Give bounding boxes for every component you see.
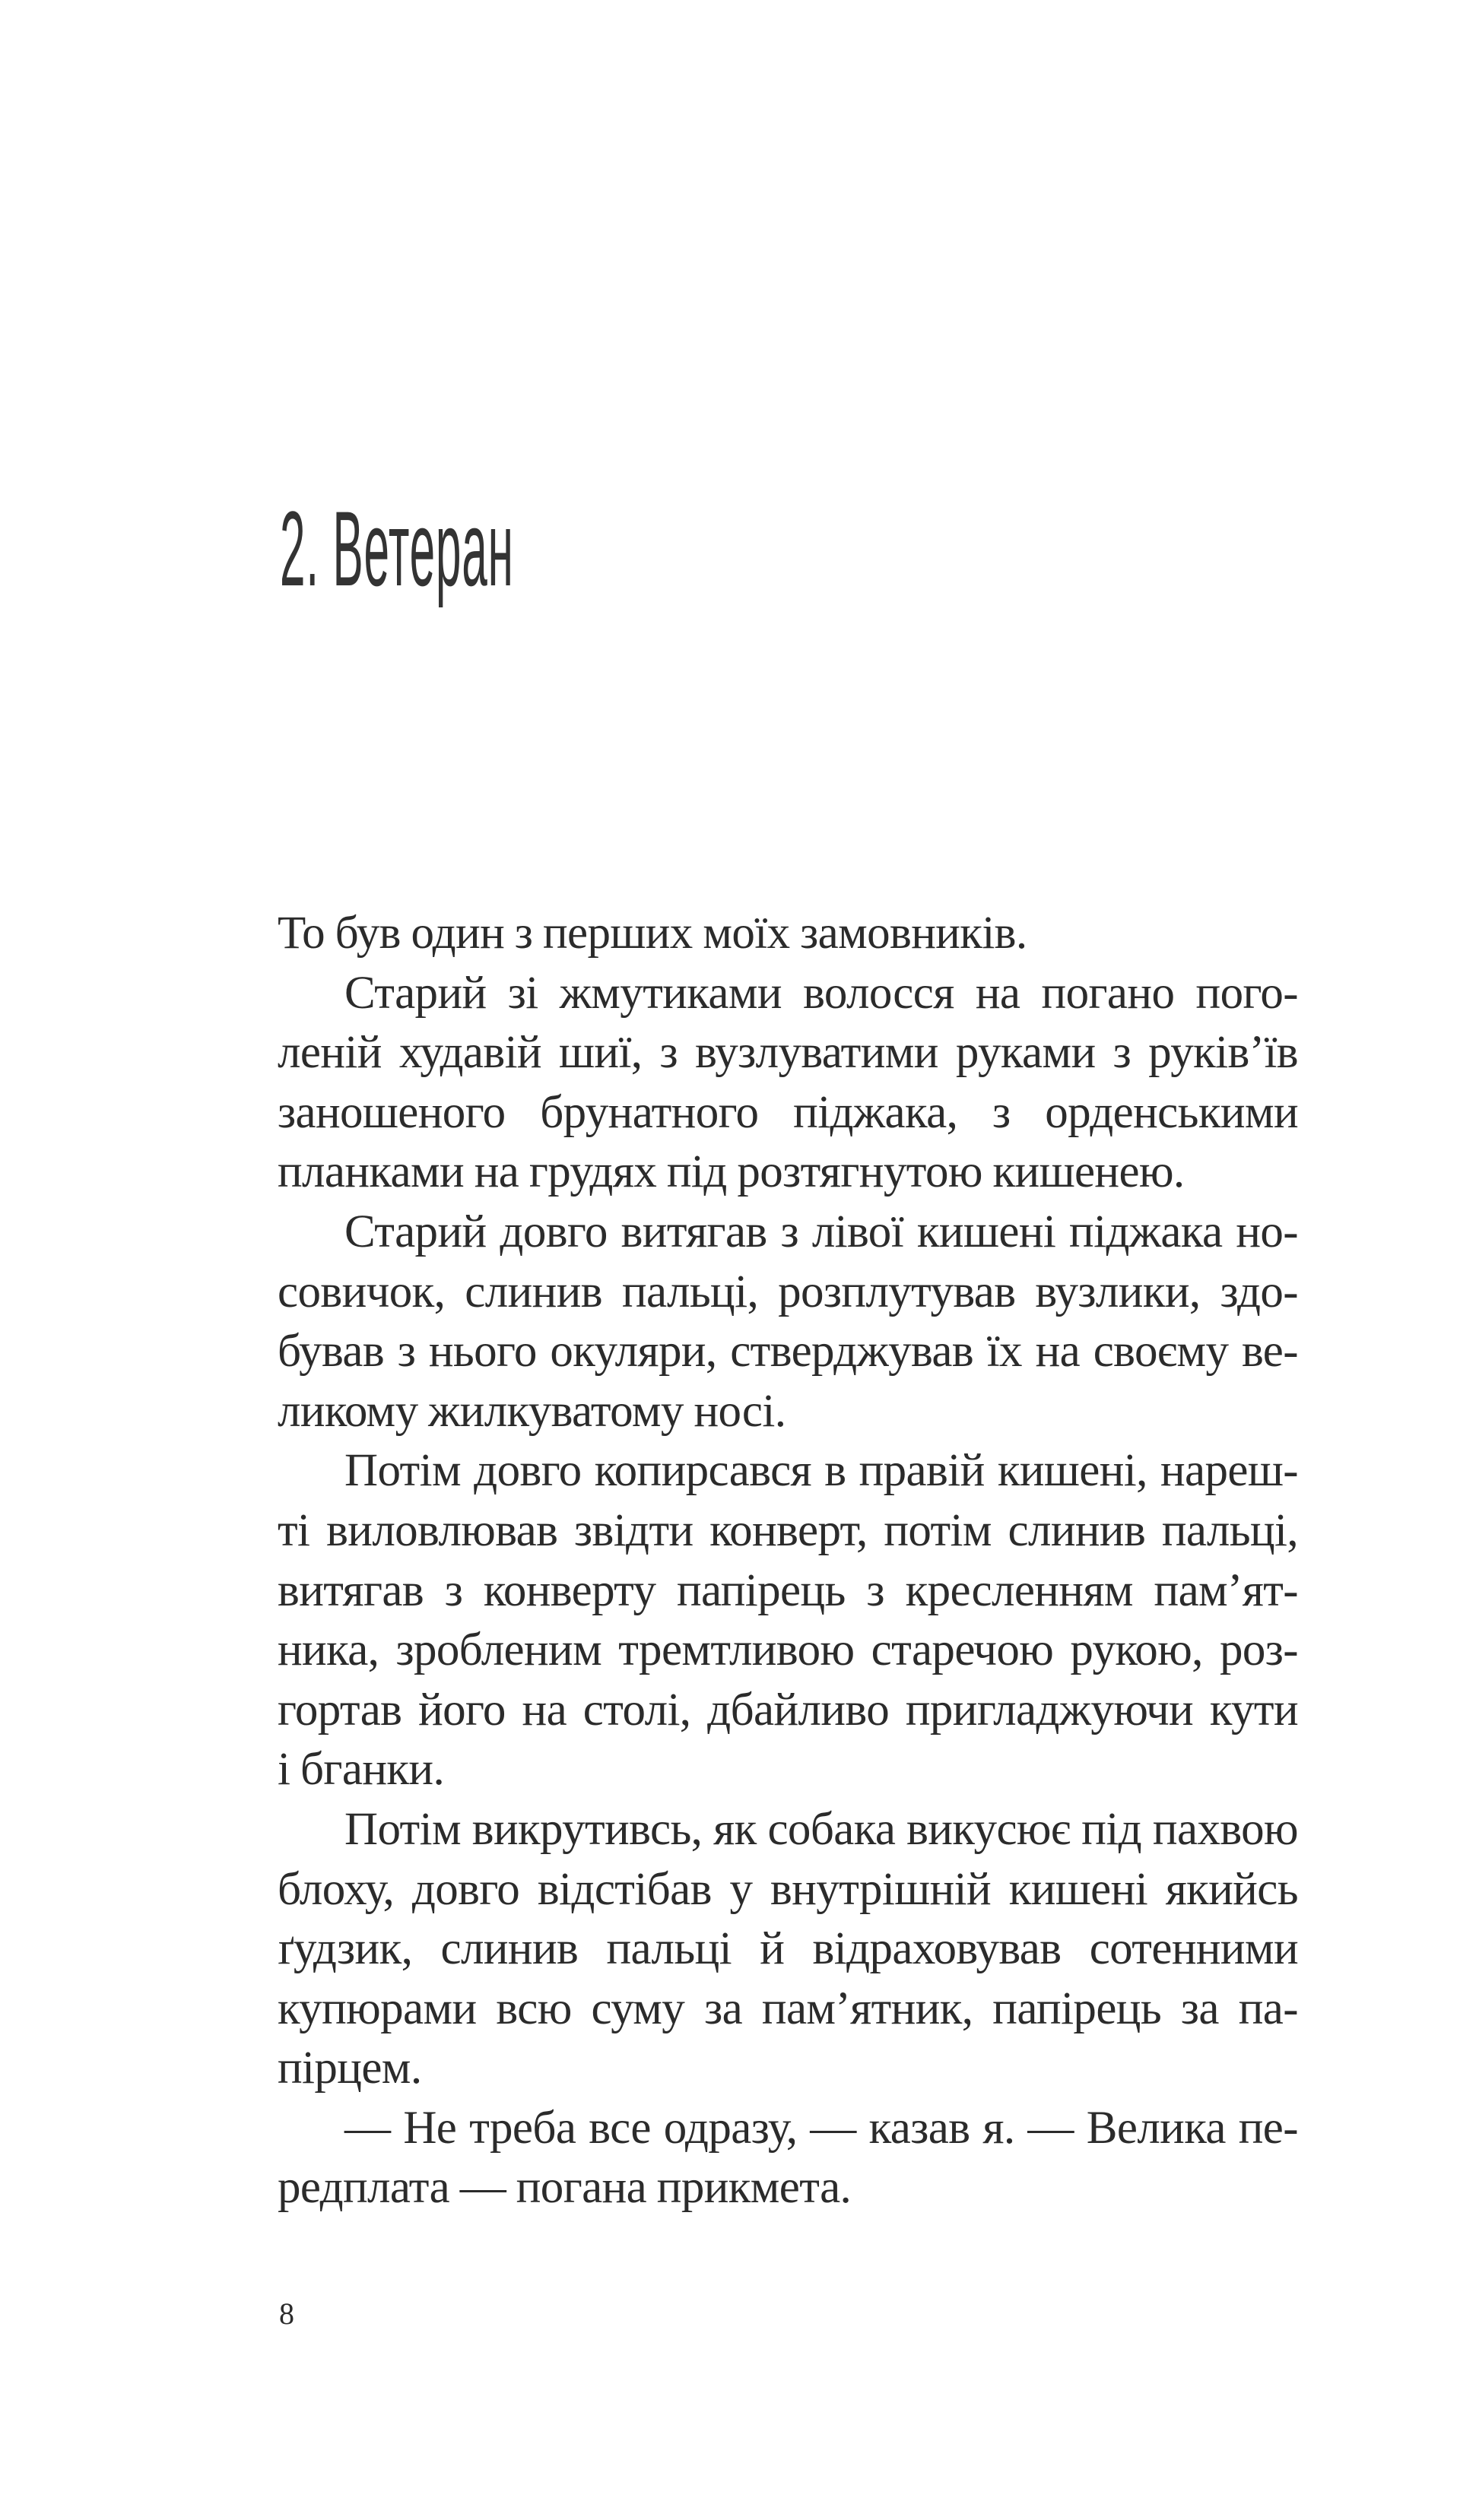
text-line: редплата — погана прикмета. <box>278 2162 852 2214</box>
text-line: купюрами всю суму за пам’ятник, папірець за па- <box>278 1983 1298 2034</box>
text-line: бував з нього окуляри, стверджував їх на своєму ве- <box>278 1326 1298 1377</box>
text-line: ликому жилкуватому носі. <box>278 1385 786 1437</box>
text-line: заношеного брунатного піджака, з орденськими <box>278 1086 1298 1138</box>
text-line: пірцем. <box>278 2043 422 2094</box>
text-line: Потім викрутивсь, як собака викусює під пахвою <box>344 1803 1298 1855</box>
text-line: ті виловлював звідти конверт, потім слинив пальці, <box>278 1504 1298 1556</box>
text-line: ника, зробленим тремтливою старечою рукою, роз- <box>278 1625 1298 1676</box>
page-number: 8 <box>279 2297 294 2331</box>
text-line: Потім довго копирсався в правій кишені, нареш- <box>344 1445 1298 1497</box>
text-line: леній худавій шиї, з вузлуватими руками з руків’їв <box>278 1027 1298 1079</box>
text-line: блоху, довго відстібав у внутрішній кишені якийсь <box>278 1863 1298 1915</box>
text-line: Старий зі жмутиками волосся на погано пого- <box>344 967 1298 1019</box>
chapter-body-text <box>278 904 1298 2218</box>
text-line: совичок, слинив пальці, розплутував вузлики, здо- <box>278 1266 1298 1317</box>
text-line: і бганки. <box>278 1744 445 1796</box>
text-line: гортав його на столі, дбайливо пригладжуючи кути <box>278 1684 1298 1735</box>
chapter-title: 2. Ветеран <box>280 489 514 608</box>
text-line: ґудзик, слинив пальці й відраховував сотенними <box>278 1923 1298 1975</box>
text-line: Старий довго витягав з лівої кишені піджака но- <box>344 1206 1298 1257</box>
text-line: — Не треба все одразу, — казав я. — Велика пе- <box>344 2102 1298 2154</box>
text-line: витягав з конверту папірець з кресленням пам’ят- <box>278 1564 1298 1616</box>
text-line: планками на грудях під розтягнутою кишенею. <box>278 1146 1185 1198</box>
text-line: То був один з перших моїх замовників. <box>278 908 1027 959</box>
